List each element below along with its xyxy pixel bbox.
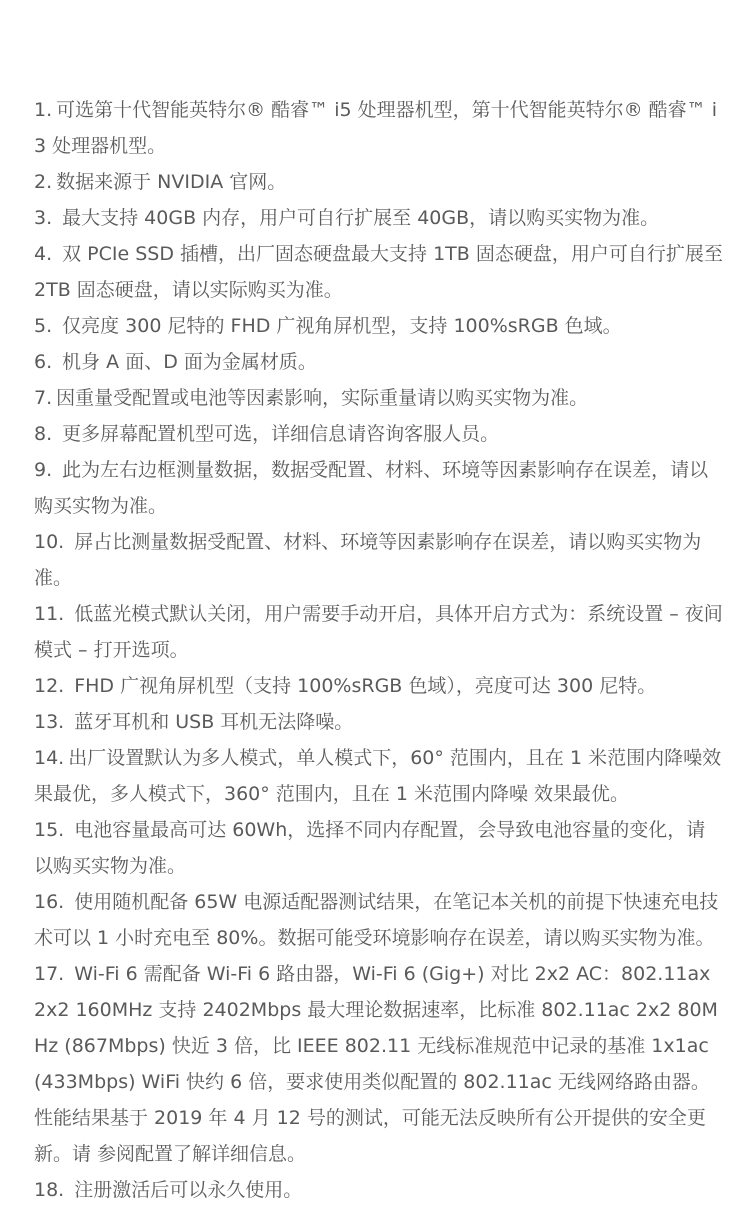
footnote-text: 注册激活后可以永久使用。 [74, 1179, 303, 1201]
footnote-text: FHD 广视角屏机型（支持 100%sRGB 色域），亮度可达 300 尼特。 [74, 675, 657, 697]
footnote-number: 10. [34, 531, 65, 553]
footnote-item [34, 884, 724, 956]
footnote-number: 6. [34, 351, 53, 373]
footnote-number: 3. [34, 207, 53, 229]
footnote-item [34, 956, 724, 1172]
footnote-text: 出厂设置默认为多人模式，单人模式下，60° 范围内，且在 1 米范围内降噪效果最优，多人模式下，360° 范围内，且在 1 米范围内降噪 效果最优。 [34, 747, 722, 805]
footnote-number: 18. [34, 1179, 65, 1201]
footnote-item [34, 164, 724, 200]
footnote-text: 使用随机配备 65W 电源适配器测试结果，在笔记本关机的前提下快速充电技术可以 1 小时充电至 80%。数据可能受环境影响存在误差，请以购买实物为准。 [34, 891, 719, 949]
footnote-item [34, 236, 724, 308]
footnote-item [34, 344, 724, 380]
footnote-item [34, 668, 724, 704]
footnote-number: 14. [34, 747, 65, 769]
footnote-text: 低蓝光模式默认关闭，用户需要手动开启，具体开启方式为：系统设置 – 夜间模式 – 打开选项。 [34, 603, 723, 661]
footnote-text: Wi-Fi 6 需配备 Wi-Fi 6 路由器，Wi-Fi 6 (Gig+) 对比 2x2 AC：802.11ax 2x2 160MHz 支持 2402Mbps 最大理论数据速率，比标准 802.11ac 2x2 80MHz (867Mbps) 快近 3 倍，比 IEEE 802.11 无线标准规范中记录的基准 1x1ac (433Mbps) WiFi 快约 6 倍，要求使用类似配置的 802.11ac 无线网络路由器。性能结果基于 2019 年 4 月 12 号的测试，可能无法反映所有公开提供的安全更新。请 参阅配置了解详细信息。 [34, 963, 718, 1165]
footnote-number: 2. [34, 171, 53, 193]
footnote-text: 更多屏幕配置机型可选，详细信息请咨询客服人员。 [62, 423, 500, 445]
footnote-number: 5. [34, 315, 53, 337]
footnote-item [34, 92, 724, 164]
footnote-item [34, 1172, 724, 1208]
footnote-item [34, 740, 724, 812]
footnote-item [34, 452, 724, 524]
footnote-text: 双 PCIe SSD 插槽，出厂固态硬盘最大支持 1TB 固态硬盘，用户可自行扩展至 2TB 固态硬盘，请以实际购买为准。 [34, 243, 723, 301]
footnote-text: 屏占比测量数据受配置、材料、环境等因素影响存在误差，请以购买实物为准。 [34, 531, 702, 589]
footnote-item [34, 308, 724, 344]
footnote-text: 此为左右边框测量数据，数据受配置、材料、环境等因素影响存在误差，请以购买实物为准。 [34, 459, 709, 517]
footnote-number: 9. [34, 459, 53, 481]
footnote-item [34, 524, 724, 596]
footnote-item [34, 380, 724, 416]
footnote-text: 可选第十代智能英特尔® 酷睿™ i5 处理器机型，第十代智能英特尔® 酷睿™ i3 处理器机型。 [34, 99, 717, 157]
footnote-text: 最大支持 40GB 内存，用户可自行扩展至 40GB，请以购买实物为准。 [62, 207, 660, 229]
footnote-item [34, 416, 724, 452]
footnote-number: 17. [34, 963, 65, 985]
footnote-text: 因重量受配置或电池等因素影响，实际重量请以购买实物为准。 [56, 387, 589, 409]
footnote-text: 电池容量最高可达 60Wh，选择不同内存配置，会导致电池容量的变化，请以购买实物为准。 [34, 819, 706, 877]
footnote-number: 1. [34, 99, 53, 121]
footnote-text: 蓝牙耳机和 USB 耳机无法降噪。 [74, 711, 354, 733]
footnote-text: 仅亮度 300 尼特的 FHD 广视角屏机型，支持 100%sRGB 色域。 [62, 315, 622, 337]
footnote-item [34, 200, 724, 236]
footnote-number: 8. [34, 423, 53, 445]
footnote-number: 11. [34, 603, 65, 625]
footnote-item [34, 704, 724, 740]
footnote-number: 12. [34, 675, 65, 697]
footnote-list [34, 92, 724, 1208]
footnote-item [34, 812, 724, 884]
footnote-number: 15. [34, 819, 65, 841]
footnote-text: 数据来源于 NVIDIA 官网。 [56, 171, 287, 193]
footnote-number: 4. [34, 243, 53, 265]
footnote-text: 机身 A 面、D 面为金属材质。 [62, 351, 317, 373]
footnote-item [34, 596, 724, 668]
footnote-number: 7. [34, 387, 53, 409]
footnote-number: 13. [34, 711, 65, 733]
footnote-number: 16. [34, 891, 65, 913]
